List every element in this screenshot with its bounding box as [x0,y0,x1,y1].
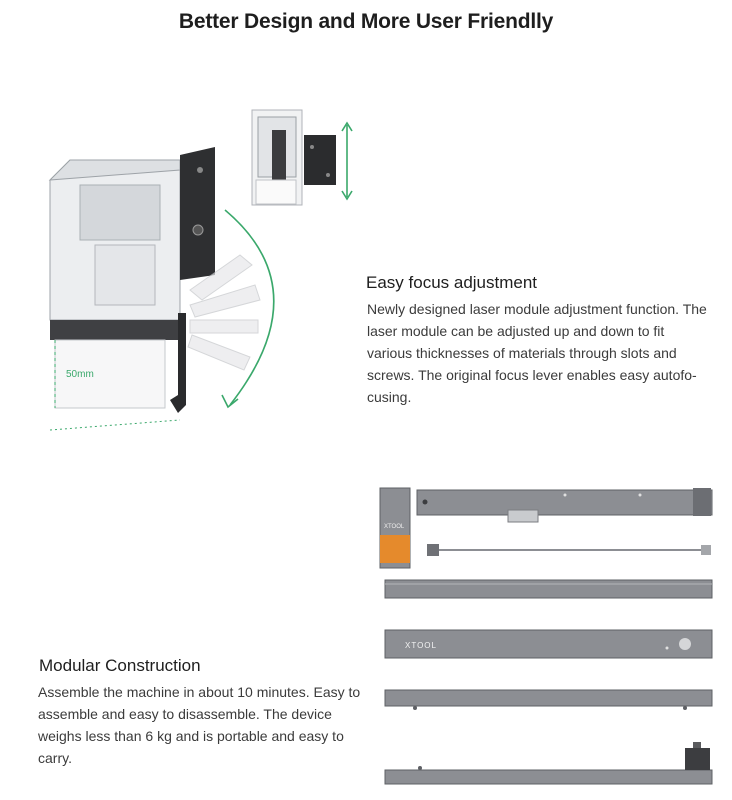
dimension-label: 50mm [66,369,94,380]
modular-title: Modular Construction [39,656,201,675]
rail-5 [385,742,712,784]
baseline-dotted-line [50,420,180,430]
vertical-adjust-arrow-icon [342,123,352,199]
page-title: Better Design and More User Friendlly [178,10,554,33]
modular-rails-illustration [375,480,720,795]
exploded-module-view [252,110,336,205]
rail-rod [427,544,711,556]
rail-brand-label: XTOOL [405,641,437,650]
modular-description: Assemble the machine in about 10 minutes. Easy to assemble and easy to disassemble. The device weighs less than 6 kg and is portable and easy to carry. [38,684,361,766]
module-brand-label: XTOOL [384,524,405,530]
laser-module-part [380,488,410,568]
rail-3 [385,630,712,658]
rotation-arrow-icon [222,210,274,407]
rail-2 [385,580,712,598]
rail-1 [417,488,712,522]
rail-4 [385,690,712,710]
focus-description: Newly designed laser module adjustment function. The laser module can be adjusted up and down to fit various thicknesses of materials through slots and screws. The original focus lever enables easy autofo-cusing. [367,301,707,405]
focus-title: Easy focus adjustment [366,273,538,292]
laser-module-illustration [40,95,360,445]
